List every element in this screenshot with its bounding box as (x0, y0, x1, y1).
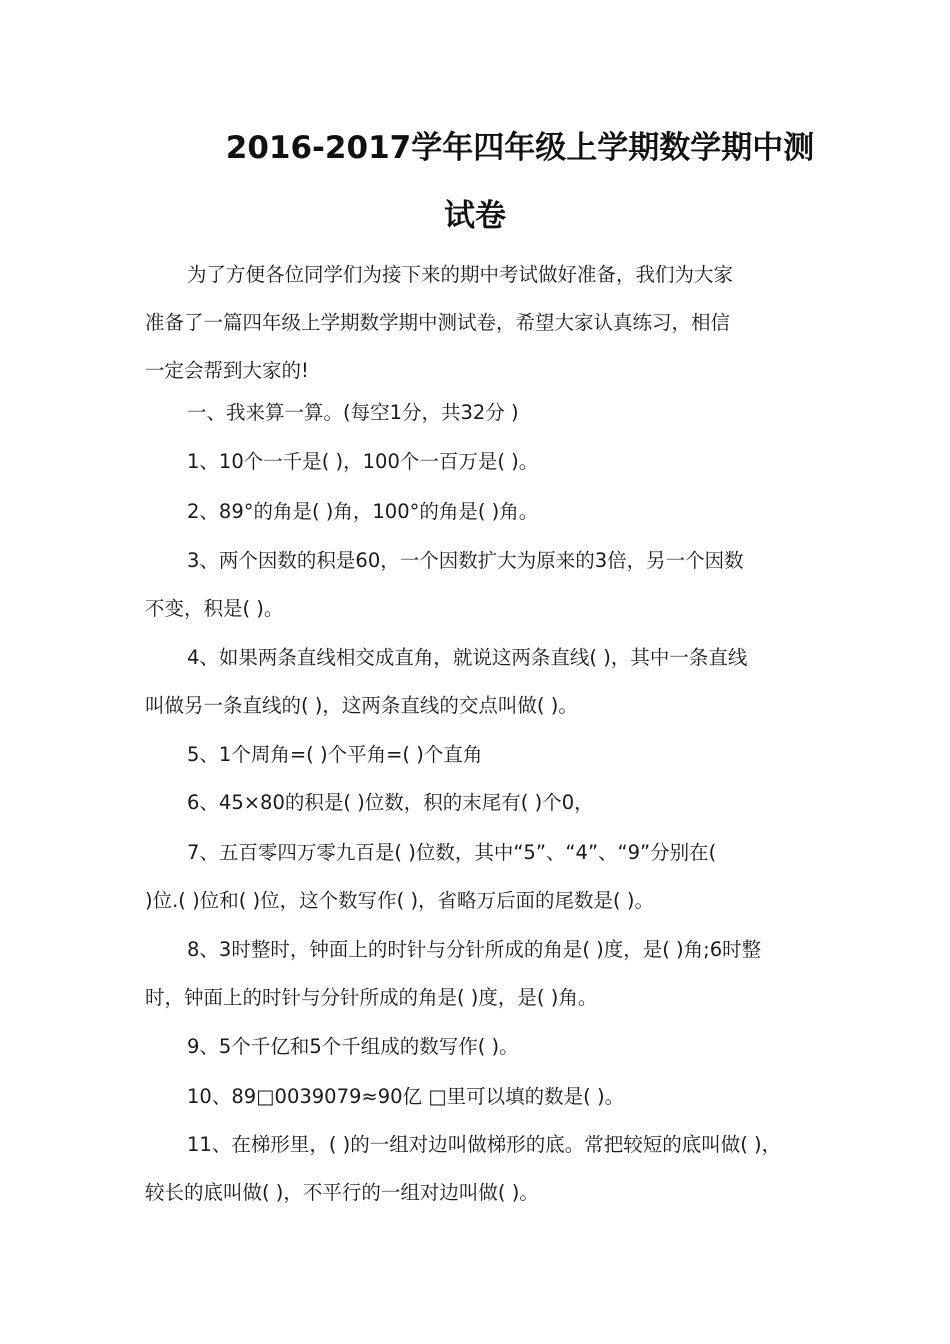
question-line: 不变，积是( )。 (145, 597, 284, 620)
question-6 (145, 779, 810, 827)
question-line: 9、5个千亿和5个千组成的数写作( )。 (187, 1035, 519, 1058)
intro-paragraph (145, 251, 810, 395)
question-line: )位.( )位和( )位，这个数写作( )，省略万后面的尾数是( )。 (145, 889, 654, 912)
intro-line: 为了方便各位同学们为接下来的期中考试做好准备，我们为大家 (187, 263, 734, 286)
section-heading-text: 一、我来算一算。(每空1分，共32分 ) (187, 401, 519, 424)
question-3 (145, 537, 810, 633)
question-line: 11、在梯形里，( )的一组对边叫做梯形的底。常把较短的底叫做( )， (187, 1133, 782, 1156)
question-7 (145, 829, 810, 925)
question-line: 8、3时整时，钟面上的时针与分针所成的角是( )度，是( )角;6时整 (187, 938, 762, 961)
question-line: 1、10个一千是( )，100个一百万是( )。 (187, 450, 539, 473)
question-line: 6、45×80的积是( )位数，积的末尾有( )个0， (187, 791, 594, 814)
question-line: 3、两个因数的积是60，一个因数扩大为原来的3倍，另一个因数 (187, 549, 744, 572)
question-9 (145, 1023, 810, 1071)
question-line: 7、五百零四万零九百是( )位数，其中“5”、“4”、“9”分别在( (187, 841, 717, 864)
intro-line: 准备了一篇四年级上学期数学期中测试卷，希望大家认真练习，相信 (145, 311, 731, 334)
question-line: 10、89□0039079≈90亿 □里可以填的数是( )。 (187, 1085, 625, 1108)
question-line: 4、如果两条直线相交成直角，就说这两条直线( )，其中一条直线 (187, 646, 748, 669)
question-line: 叫做另一条直线的( )，这两条直线的交点叫做( )。 (145, 694, 578, 717)
question-line: 2、89°的角是( )角，100°的角是( )角。 (187, 500, 539, 523)
question-line: 较长的底叫做( )，不平行的一组对边叫做( )。 (145, 1181, 539, 1204)
section-heading (145, 389, 810, 437)
question-line: 5、1个周角=( )个平角=( )个直角 (187, 743, 483, 766)
question-5 (145, 731, 810, 779)
question-2 (145, 488, 810, 536)
question-11 (145, 1121, 810, 1217)
document-title-line-1: 2016-2017学年四年级上学期数学期中测 (225, 130, 815, 166)
question-10 (145, 1073, 810, 1121)
intro-line: 一定会帮到大家的! (145, 359, 309, 382)
question-1 (145, 438, 810, 486)
question-line: 时，钟面上的时针与分针所成的角是( )度，是( )角。 (145, 986, 598, 1009)
document-title-line-2: 试卷 (444, 198, 506, 234)
question-8 (145, 926, 810, 1022)
question-4 (145, 634, 810, 730)
